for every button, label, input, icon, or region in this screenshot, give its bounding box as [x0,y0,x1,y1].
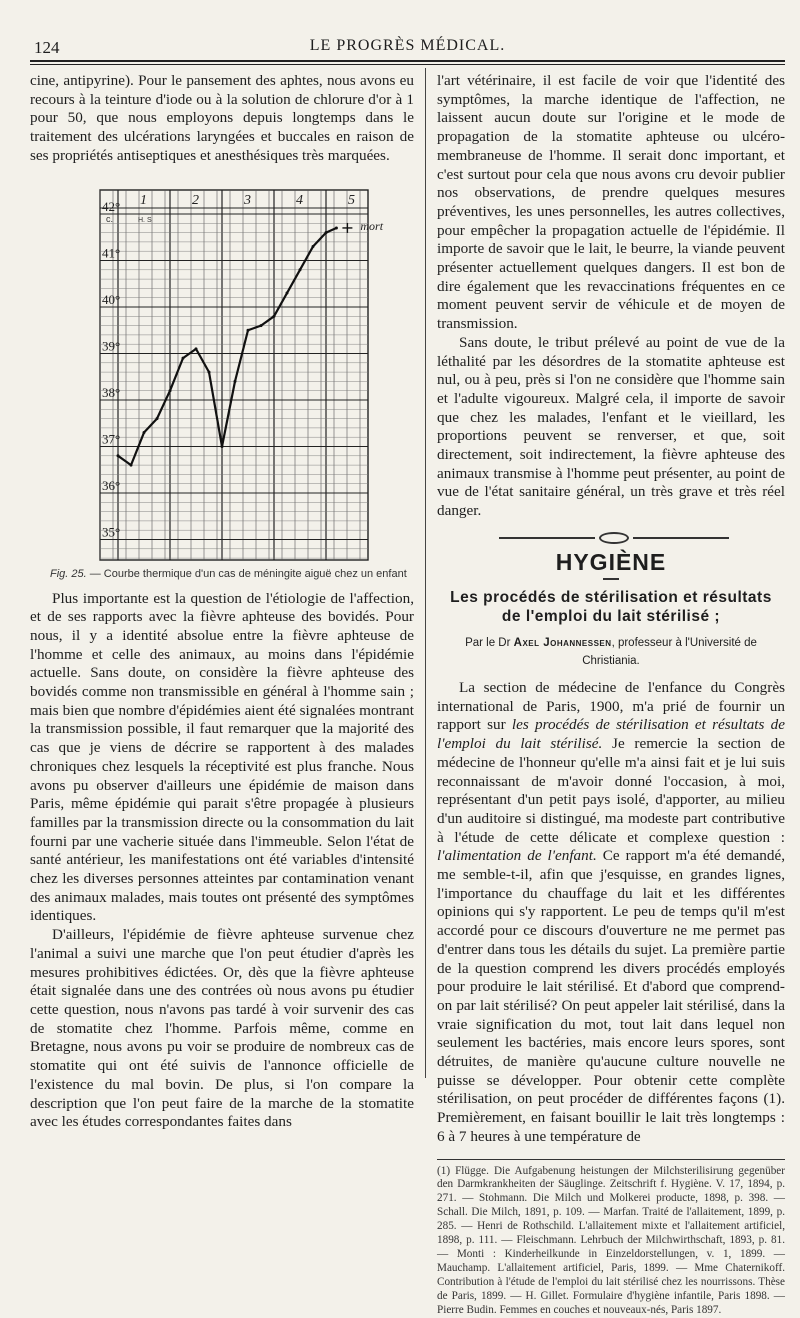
y-tick-label: 35° [102,524,121,540]
temperature-series-line [118,227,336,464]
temperature-point [312,245,315,248]
p3-italic-1: les procédés de stérilisation et résultats de l'emploi du lait stérilisé. [437,716,785,753]
temperature-point [208,370,211,373]
death-annotation: mort [360,218,384,233]
figure-caption [50,565,414,584]
column-divider [425,68,426,1078]
article-title [437,588,785,626]
right-paragraph-1: l'art vétérinaire, il est facile de voir que l'identité des symptômes, la marche identique de l'affection, ne laissent aucun doute sur l'origine et le mode de propagation de la stomatite aphteuse ou ulcéro-membraneuse de l'homme. Il serait donc important, et c'est surtout pour cela que nous avons cru devoir publier nos observations, de prendre quelques mesures préventives, les unes personnelles, les autres collectives, pour empêcher la propagation actuelle de l'épidémie. Il importe de savoir que le lait, le beurre, la viande peuvent présenter actuellement quelques dangers. Il est bon de dire également que les revaccinations fréquentes en ce moment peuvent servir de véhicule et de moyen de transmission. [437,72,785,333]
left-paragraph-3: D'ailleurs, l'épidémie de fièvre aphteuse survenue chez l'animal a suivi une marche que l'on peut étudier d'après les mesures prohibitives édictées. Or, dès que la fièvre aphteuse était signalée dans une des contrées où nous avons pu étudier cette question, nous n'avons pas tardé à voir survenir des cas de stomatite chez l'homme. Parfois même, comme en Bretagne, nous avons pu voir se produire de nombreux cas de stomatite qui ont été suivis de l'annonce officielle de l'existence du mal bovin. De plus, si l'on compare la description que l'on peut faire de la marche de la stomatite avec les études correspondantes faites dans [30,926,414,1131]
figure-25 [30,170,414,590]
y-tick-label: 36° [102,477,121,493]
journal-title: LE PROGRÈS MÉDICAL. [309,37,506,54]
temperature-point [299,268,302,271]
p3-italic-2: l'alimentation de l'enfant. [437,847,597,865]
footnote: (1) Flügge. Die Aufgabenung heistungen der Milchsterilisirung gegenüber den Darmkrankheiten der Säuglinge. Zeitschrift f. Hygiène. V. 17, 1894, p. 271. — Stohmann. Die Milch und Molkerei producte, 1898, p. 398. — Schall. Die Milch, 1891, p. 109. — Marfan. Traité de l'allaitement, 1899, p. 285. — Henri de Rothschild. L'allaitement mixte et l'allaitement artificiel, 1898, p. 111. — Fleischmann. Lehrbuch der Milchwirthschaft, 1893, p. 81. — Monti : Kinderheilkunde in Einzeldorstellungen, v. 1, 1899. — Mauchamp. L'allaitement artificiel, Paris, 1899. — Mme Chaternikoff. Contribution à l'étude de l'emploi du lait stérilisé chez les nourrissons. Thèse de Paris, 1899. — H. Gillet. Formulaire d'hygiène infantile, Paris 1898. — Pierre Budin. Femmes en couches et nouveaux-nés, Paris 1897. [437,1164,785,1316]
section-title-bar [603,578,619,580]
article-title-line-1: Les procédés de stérilisation et résultats [450,588,772,606]
left-paragraph-1: cine, antipyrine). Pour le pansement des aphtes, nous avons eu recours à la teinture d'iode ou à la solution de chlorure d'or à 1 pour 50, que nous employons depuis longtemps dans le traitement des ulcérations laryngées et buccales en raison de ses propriétés antiseptiques et anesthésiques très marquées. [30,72,414,164]
y-tick-label: 40° [102,291,121,307]
temperature-point [182,356,185,359]
ornament-line-right [633,537,729,539]
x-tick-label-day-2: 2 [192,192,199,208]
ornament-line-left [499,537,595,539]
right-paragraph-3 [437,679,785,1147]
temperature-point [195,347,198,350]
temperature-point [117,454,120,457]
byline [437,634,785,671]
temperature-point [143,431,146,434]
ornament-diamond [599,532,629,544]
right-column [437,72,785,1318]
temperature-point [260,324,263,327]
y-tick-label: 37° [102,431,121,447]
temperature-chart [30,170,414,565]
y-tick-label: 38° [102,384,121,400]
left-column [30,72,414,1132]
temperature-point [130,463,133,466]
header-rule [30,64,785,65]
byline-suffix: , professeur à l'Université de Christiania. [582,636,757,668]
article-title-line-2: de l'emploi du lait stérilisé ; [501,607,721,625]
temperature-point [156,417,159,420]
figure-caption-text: — Courbe thermique d'un cas de méningite aiguë chez un enfant [86,567,407,580]
temperature-point [221,445,224,448]
byline-prefix: Par le Dr [465,636,514,649]
x-tick-label-day-4: 4 [296,192,303,208]
temperature-point [325,231,328,234]
temperature-point [169,389,172,392]
p3-text-c: Ce rapport m'a été demandé, me semble-t-il, afin que j'esquisse, en grandes lignes, l'importance du chauffage du lait et les différentes opinions qui s'y rapportent. Le peu de temps qu'il m'est accordé pour ce discours d'ouverture ne me permet pas d'entrer dans tous les détails du sujet. La première partie de la question comprend les divers procédés employés pour produire le lait stérilisé. Et d'abord que comprend-on par lait stérilisé? On peut appeler lait stérilisé, dans la vraie signification du mot, tout lait dans lequel non seulement les bactéries, mais encore leurs spores, sont détruites, de manière qu'aucune culture nouvelle ne puisse se développer. Pour obtenir cette complète stérilisation, on peut procéder de différentes façons (1). Premièrement, en faisant bouillir le lait très longtemps : 6 à 7 heures à une température de [437,847,785,1145]
p3-text-a: La section de médecine de l'enfance du Congrès international de Paris, 1900, m'a prié de fournir un rapport sur [437,678,785,734]
x-tick-label-day-3: 3 [244,192,251,208]
x-tick-label-day-5: 5 [348,192,355,208]
author-name: Axel Johannessen [513,636,612,649]
temperature-point [247,328,250,331]
x-tick-label-day-1: 1 [140,192,147,208]
temperature-point [335,226,338,229]
y-tick-label: 39° [102,338,121,354]
footnote-rule [437,1159,785,1160]
chart-col-label-hs: H. S [138,216,152,224]
chart-col-label-c: c. [106,213,114,224]
left-paragraph-2: Plus importante est la question de l'étiologie de l'affection, et de ses rapports avec la fièvre aphteuse des bovidés. Pour nous, il y a identité absolue entre la fièvre aphteuse de l'homme et celle des animaux, au moins dans l'épidémie actuelle. Sans doute, on considère la fièvre aphteuse des bovidés comme non transmissible en général à l'homme sain ; mais bien que nombre d'épidémies aient été signalées montrant la transmission possible, il faut remarquer que la majorité des cas que je viens de décrire se rapportent à des malades chroniques chez lesquels la réceptivité est plus franche. Nous avons pu observer d'ailleurs une épidémie de maison dans Paris, même épidémie qui parait s'être propagée à plusieurs familles par la transmission directe ou la consommation du lait fourni par une vacherie située dans l'immeuble. Selon l'état de santé antérieur, les manifestations ont été variables d'intensité chez les diverses personnes atteintes par contamination venant des animaux malades, mais toutes ont présenté des symptômes identiques. [30,589,414,925]
temperature-point [273,314,276,317]
p3-text-b: Je remercie la section de médecine de l'honneur qu'elle m'a ainsi fait et je lui suis reconnaissant de m'avoir donné l'occasion, à moi, représentant d'un petit pays isolé, d'apporter, au milieu d'un auditoire si distingué, ma modeste part contributive à l'étude de cette délicate et complexe question : [437,735,786,846]
temperature-point [286,291,289,294]
figure-number: Fig. 25. [50,567,87,580]
y-tick-label: 41° [102,245,121,261]
y-tick-label: 42° [102,198,121,214]
chart-frame [100,190,368,560]
page-number: 124 [34,38,60,57]
temperature-point [234,379,237,382]
section-ornament [437,531,785,545]
section-title: HYGIÈNE [555,548,667,575]
right-paragraph-2: Sans doute, le tribut prélevé au point de vue de la léthalité par les désordres de la stomatite aphteuse est nul, ou à peu, près si l'on ne considère que l'homme sain et l'adulte vigoureux. Malgré cela, il importe de savoir que chez les malades, l'enfant et le vieillard, les proportions peuvent se renverser, et que, soit directement, soit indirectement, la fièvre aphteuse des animaux transmise à l'homme peut présenter, au point de vue de l'état sanitaire général, un très grave et très réel danger. [437,333,785,520]
page-header [30,34,785,62]
